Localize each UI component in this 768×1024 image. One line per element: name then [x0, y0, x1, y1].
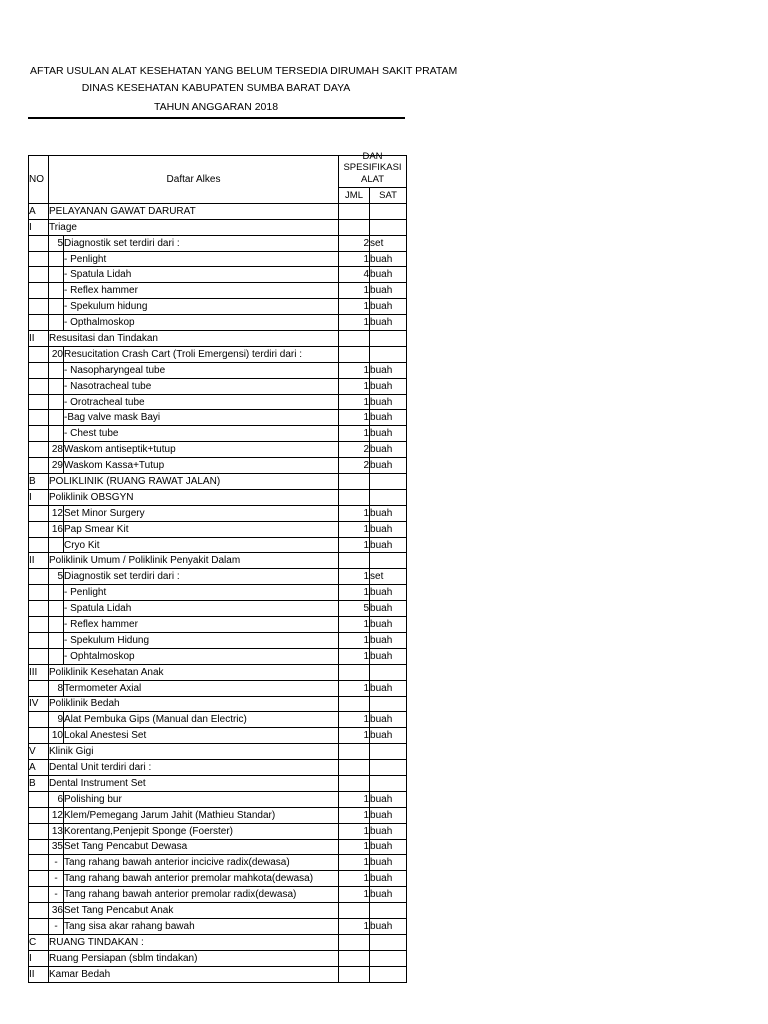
table-row — [29, 617, 407, 633]
no-cell — [29, 394, 49, 410]
item-label: Pap Smear Kit — [64, 521, 339, 537]
item-label: - Orotracheal tube — [64, 394, 339, 410]
sat-cell: buah — [370, 426, 407, 442]
jml-cell: 1 — [339, 283, 370, 299]
sat-cell: set — [370, 235, 407, 251]
jml-cell: 1 — [339, 426, 370, 442]
table-row — [29, 346, 407, 362]
jml-cell: 1 — [339, 394, 370, 410]
item-label: Lokal Anestesi Set — [64, 728, 339, 744]
table-row — [29, 251, 407, 267]
table-row — [29, 362, 407, 378]
section-code: I — [29, 219, 49, 235]
table-row — [29, 378, 407, 394]
item-number: 12 — [49, 505, 64, 521]
no-cell — [29, 617, 49, 633]
item-label: -Bag valve mask Bayi — [64, 410, 339, 426]
sat-cell: buah — [370, 918, 407, 934]
jml-cell — [339, 219, 370, 235]
jml-cell — [339, 474, 370, 490]
table-row — [29, 918, 407, 934]
item-number: 28 — [49, 442, 64, 458]
section-row — [29, 474, 407, 490]
table-row — [29, 903, 407, 919]
item-number — [49, 394, 64, 410]
item-label: Tang rahang bawah anterior premolar mahkota(dewasa) — [64, 871, 339, 887]
sat-cell: buah — [370, 410, 407, 426]
jml-cell: 1 — [339, 315, 370, 331]
jml-cell: 1 — [339, 839, 370, 855]
table-row — [29, 887, 407, 903]
section-row — [29, 553, 407, 569]
sat-cell: buah — [370, 283, 407, 299]
sat-cell: buah — [370, 887, 407, 903]
no-cell — [29, 903, 49, 919]
no-cell — [29, 378, 49, 394]
item-number — [49, 426, 64, 442]
jml-cell: 1 — [339, 807, 370, 823]
item-number — [49, 585, 64, 601]
sat-cell: buah — [370, 267, 407, 283]
section-row — [29, 489, 407, 505]
sat-cell — [370, 219, 407, 235]
jml-cell: 2 — [339, 442, 370, 458]
table-row — [29, 855, 407, 871]
sat-cell — [370, 744, 407, 760]
item-number: 10 — [49, 728, 64, 744]
sat-cell — [370, 489, 407, 505]
item-label: - Spekulum Hidung — [64, 632, 339, 648]
item-label: - Chest tube — [64, 426, 339, 442]
item-label: Resucitation Crash Cart (Troli Emergensi) terdiri dari : — [64, 346, 339, 362]
jml-cell: 1 — [339, 632, 370, 648]
section-row — [29, 950, 407, 966]
jml-cell — [339, 346, 370, 362]
sat-cell: buah — [370, 505, 407, 521]
section-label: PELAYANAN GAWAT DARURAT — [49, 203, 339, 219]
jml-cell: 1 — [339, 680, 370, 696]
jml-cell — [339, 966, 370, 982]
no-cell — [29, 887, 49, 903]
jml-cell — [339, 934, 370, 950]
table-row — [29, 458, 407, 474]
col-header-spesifikasi — [339, 151, 407, 188]
item-label: - Reflex hammer — [64, 283, 339, 299]
section-label: POLIKLINIK (RUANG RAWAT JALAN) — [49, 474, 339, 490]
jml-cell: 1 — [339, 728, 370, 744]
section-code: II — [29, 553, 49, 569]
title-line-1: AFTAR USULAN ALAT KESEHATAN YANG BELUM TERSEDIA DIRUMAH SAKIT PRATAM — [30, 65, 458, 77]
item-label: Polishing bur — [64, 791, 339, 807]
table-header-row — [29, 156, 407, 188]
no-cell — [29, 648, 49, 664]
item-number: 12 — [49, 807, 64, 823]
sat-cell: buah — [370, 521, 407, 537]
section-row — [29, 934, 407, 950]
sat-cell — [370, 934, 407, 950]
sat-cell — [370, 775, 407, 791]
no-cell — [29, 807, 49, 823]
table-row — [29, 267, 407, 283]
no-cell — [29, 299, 49, 315]
jml-cell — [339, 331, 370, 347]
section-code: A — [29, 203, 49, 219]
item-label: - Penlight — [64, 251, 339, 267]
table-row — [29, 871, 407, 887]
no-cell — [29, 601, 49, 617]
table-row — [29, 839, 407, 855]
title-line-2: DINAS KESEHATAN KABUPATEN SUMBA BARAT DAYA — [81, 82, 351, 94]
jml-cell: 1 — [339, 712, 370, 728]
item-number: 29 — [49, 458, 64, 474]
sat-cell — [370, 474, 407, 490]
col-header-daftar-alkes: Daftar Alkes — [49, 156, 339, 204]
no-cell — [29, 362, 49, 378]
section-label: Klinik Gigi — [49, 744, 339, 760]
section-row — [29, 760, 407, 776]
item-number — [49, 251, 64, 267]
no-cell — [29, 569, 49, 585]
sat-cell: buah — [370, 251, 407, 267]
item-number — [49, 648, 64, 664]
item-number — [49, 617, 64, 633]
item-number — [49, 601, 64, 617]
jml-cell — [339, 760, 370, 776]
sat-cell — [370, 696, 407, 712]
section-code: V — [29, 744, 49, 760]
sat-cell: buah — [370, 648, 407, 664]
jml-cell: 4 — [339, 267, 370, 283]
jml-cell: 1 — [339, 537, 370, 553]
item-label: - Spatula Lidah — [64, 601, 339, 617]
no-cell — [29, 871, 49, 887]
sat-cell: buah — [370, 855, 407, 871]
section-code: I — [29, 489, 49, 505]
table-row — [29, 283, 407, 299]
table-row — [29, 791, 407, 807]
table-row — [29, 521, 407, 537]
item-label: Set Tang Pencabut Dewasa — [64, 839, 339, 855]
jml-cell — [339, 950, 370, 966]
jml-cell: 1 — [339, 585, 370, 601]
item-number: 6 — [49, 791, 64, 807]
table-row — [29, 410, 407, 426]
section-label: Poliklinik Bedah — [49, 696, 339, 712]
item-number: - — [49, 918, 64, 934]
section-label: Resusitasi dan Tindakan — [49, 331, 339, 347]
item-number: 13 — [49, 823, 64, 839]
section-label: Ruang Persiapan (sblm tindakan) — [49, 950, 339, 966]
sat-cell — [370, 203, 407, 219]
no-cell — [29, 823, 49, 839]
no-cell — [29, 283, 49, 299]
sat-cell: buah — [370, 823, 407, 839]
jml-cell: 2 — [339, 458, 370, 474]
no-cell — [29, 458, 49, 474]
sat-cell: buah — [370, 394, 407, 410]
sat-cell: buah — [370, 839, 407, 855]
jml-cell — [339, 489, 370, 505]
jml-cell — [339, 903, 370, 919]
sat-cell: set — [370, 569, 407, 585]
sat-cell: buah — [370, 632, 407, 648]
section-code: A — [29, 760, 49, 776]
sat-cell — [370, 966, 407, 982]
item-label: Waskom Kassa+Tutup — [64, 458, 339, 474]
item-number — [49, 537, 64, 553]
section-row — [29, 775, 407, 791]
jml-cell: 1 — [339, 410, 370, 426]
jml-cell: 1 — [339, 855, 370, 871]
jml-cell — [339, 553, 370, 569]
item-label: - Opthalmoskop — [64, 315, 339, 331]
section-code: II — [29, 331, 49, 347]
sat-cell — [370, 903, 407, 919]
sat-cell: buah — [370, 871, 407, 887]
section-row — [29, 744, 407, 760]
item-number — [49, 267, 64, 283]
no-cell — [29, 632, 49, 648]
table-row — [29, 728, 407, 744]
sat-cell: buah — [370, 537, 407, 553]
jml-cell: 1 — [339, 791, 370, 807]
item-number: - — [49, 887, 64, 903]
table-row — [29, 505, 407, 521]
jml-cell: 1 — [339, 299, 370, 315]
spec-line-3: ALAT — [360, 174, 385, 185]
sat-cell: buah — [370, 712, 407, 728]
item-label: - Reflex hammer — [64, 617, 339, 633]
sat-cell — [370, 760, 407, 776]
table-row — [29, 537, 407, 553]
no-cell — [29, 442, 49, 458]
jml-cell: 1 — [339, 521, 370, 537]
table-row — [29, 426, 407, 442]
item-label: Tang rahang bawah anterior premolar radix(dewasa) — [64, 887, 339, 903]
section-code: II — [29, 966, 49, 982]
section-label: Triage — [49, 219, 339, 235]
no-cell — [29, 680, 49, 696]
section-code: B — [29, 775, 49, 791]
section-row — [29, 696, 407, 712]
sat-cell — [370, 950, 407, 966]
jml-cell: 1 — [339, 505, 370, 521]
item-number: 20 — [49, 346, 64, 362]
no-cell — [29, 791, 49, 807]
item-label: - Nasotracheal tube — [64, 378, 339, 394]
sat-cell: buah — [370, 680, 407, 696]
table-row — [29, 235, 407, 251]
section-label: Dental Instrument Set — [49, 775, 339, 791]
sat-cell: buah — [370, 299, 407, 315]
item-number — [49, 283, 64, 299]
jml-cell — [339, 744, 370, 760]
sat-cell: buah — [370, 728, 407, 744]
section-code: B — [29, 474, 49, 490]
section-code: IV — [29, 696, 49, 712]
section-label: Dental Unit terdiri dari : — [49, 760, 339, 776]
item-number — [49, 378, 64, 394]
jml-cell: 1 — [339, 648, 370, 664]
table-row — [29, 315, 407, 331]
table-row — [29, 680, 407, 696]
item-label: - Nasopharyngeal tube — [64, 362, 339, 378]
no-cell — [29, 410, 49, 426]
item-number — [49, 632, 64, 648]
table-row — [29, 823, 407, 839]
item-number: 35 — [49, 839, 64, 855]
section-row — [29, 219, 407, 235]
item-number: 9 — [49, 712, 64, 728]
spec-line-2: SPESIFIKASI — [343, 162, 402, 173]
no-cell — [29, 537, 49, 553]
alkes-table — [28, 151, 407, 983]
item-label: Set Minor Surgery — [64, 505, 339, 521]
col-header-jml: JML — [339, 188, 370, 204]
section-code: C — [29, 934, 49, 950]
item-label: - Ophtalmoskop — [64, 648, 339, 664]
sat-cell — [370, 346, 407, 362]
table-row — [29, 648, 407, 664]
section-label: Kamar Bedah — [49, 966, 339, 982]
item-number: 5 — [49, 569, 64, 585]
item-number: 5 — [49, 235, 64, 251]
no-cell — [29, 426, 49, 442]
table-row — [29, 712, 407, 728]
item-label: - Penlight — [64, 585, 339, 601]
jml-cell — [339, 775, 370, 791]
item-number — [49, 362, 64, 378]
sat-cell: buah — [370, 807, 407, 823]
sat-cell — [370, 331, 407, 347]
jml-cell — [339, 203, 370, 219]
section-row — [29, 331, 407, 347]
section-label: Poliklinik Umum / Poliklinik Penyakit Dalam — [49, 553, 339, 569]
table-row — [29, 632, 407, 648]
no-cell — [29, 521, 49, 537]
section-row — [29, 966, 407, 982]
section-code: III — [29, 664, 49, 680]
sat-cell: buah — [370, 362, 407, 378]
table-row — [29, 442, 407, 458]
item-label: Set Tang Pencabut Anak — [64, 903, 339, 919]
no-cell — [29, 315, 49, 331]
item-label: - Spatula Lidah — [64, 267, 339, 283]
item-label: Tang sisa akar rahang bawah — [64, 918, 339, 934]
item-number: 36 — [49, 903, 64, 919]
table-row — [29, 807, 407, 823]
sat-cell: buah — [370, 458, 407, 474]
jml-cell: 1 — [339, 617, 370, 633]
table-row — [29, 299, 407, 315]
no-cell — [29, 728, 49, 744]
title-underline — [28, 117, 405, 119]
no-cell — [29, 585, 49, 601]
table-row — [29, 569, 407, 585]
item-label: Termometer Axial — [64, 680, 339, 696]
no-cell — [29, 712, 49, 728]
item-label: Alat Pembuka Gips (Manual dan Electric) — [64, 712, 339, 728]
item-label: Diagnostik set terdiri dari : — [64, 235, 339, 251]
jml-cell: 5 — [339, 601, 370, 617]
item-label: Korentang,Penjepit Sponge (Foerster) — [64, 823, 339, 839]
jml-cell: 1 — [339, 569, 370, 585]
item-number: 8 — [49, 680, 64, 696]
item-number: - — [49, 855, 64, 871]
section-row — [29, 664, 407, 680]
no-cell — [29, 267, 49, 283]
jml-cell: 1 — [339, 823, 370, 839]
sat-cell: buah — [370, 601, 407, 617]
sat-cell: buah — [370, 617, 407, 633]
sat-cell — [370, 553, 407, 569]
no-cell — [29, 918, 49, 934]
item-number — [49, 315, 64, 331]
sat-cell: buah — [370, 378, 407, 394]
jml-cell — [339, 696, 370, 712]
jml-cell: 2 — [339, 235, 370, 251]
table-body — [29, 203, 407, 982]
item-label: Klem/Pemegang Jarum Jahit (Mathieu Standar) — [64, 807, 339, 823]
item-label: Cryo Kit — [64, 537, 339, 553]
sat-cell: buah — [370, 791, 407, 807]
jml-cell: 1 — [339, 378, 370, 394]
item-label: Diagnostik set terdiri dari : — [64, 569, 339, 585]
item-number: - — [49, 871, 64, 887]
sat-cell — [370, 664, 407, 680]
jml-cell: 1 — [339, 887, 370, 903]
item-label: Waskom antiseptik+tutup — [64, 442, 339, 458]
sat-cell: buah — [370, 315, 407, 331]
section-code: I — [29, 950, 49, 966]
col-header-no: NO — [29, 156, 49, 204]
no-cell — [29, 235, 49, 251]
section-row — [29, 203, 407, 219]
jml-cell: 1 — [339, 918, 370, 934]
spec-line-1: DAN — [362, 151, 383, 162]
no-cell — [29, 505, 49, 521]
section-label: Poliklinik OBSGYN — [49, 489, 339, 505]
jml-cell — [339, 664, 370, 680]
item-number — [49, 299, 64, 315]
no-cell — [29, 251, 49, 267]
item-label: - Spekulum hidung — [64, 299, 339, 315]
no-cell — [29, 839, 49, 855]
no-cell — [29, 855, 49, 871]
jml-cell: 1 — [339, 362, 370, 378]
item-number — [49, 410, 64, 426]
table-row — [29, 585, 407, 601]
jml-cell: 1 — [339, 871, 370, 887]
item-number: 16 — [49, 521, 64, 537]
table-row — [29, 601, 407, 617]
col-header-sat: SAT — [370, 188, 407, 204]
sat-cell: buah — [370, 585, 407, 601]
section-label: Poliklinik Kesehatan Anak — [49, 664, 339, 680]
title-line-3: TAHUN ANGGARAN 2018 — [153, 101, 279, 113]
item-label: Tang rahang bawah anterior incicive radix(dewasa) — [64, 855, 339, 871]
no-cell — [29, 346, 49, 362]
sat-cell: buah — [370, 442, 407, 458]
jml-cell: 1 — [339, 251, 370, 267]
table-row — [29, 394, 407, 410]
section-label: RUANG TINDAKAN : — [49, 934, 339, 950]
